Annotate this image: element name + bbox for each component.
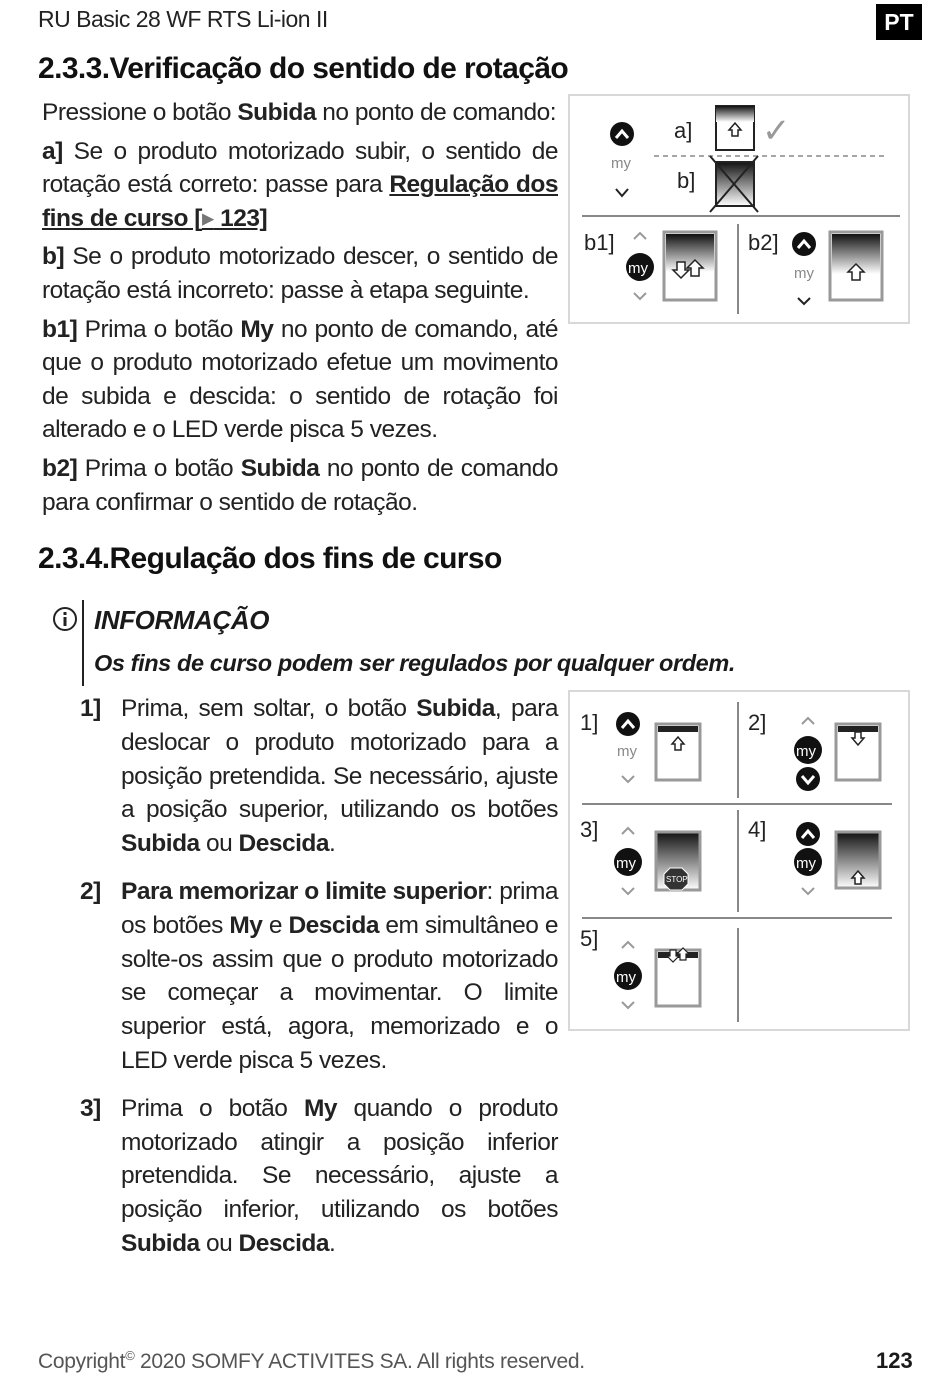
paragraph-a: a] Se o produto motorizado subir, o sentido de rotação está correto: passe para Regulação dos fins de curso [▸ 123] [42, 137, 558, 232]
link-regulacao[interactable]: Regulação dos fins de curso [▸ 123] [42, 171, 558, 232]
remote-up-icon [622, 828, 634, 834]
shutter-updown-icon [656, 948, 700, 1006]
label-b: b] [677, 168, 696, 193]
remote-down-icon [634, 293, 646, 299]
remote-up-pressed-icon [610, 122, 634, 146]
page-arrow-icon: ▸ [201, 204, 214, 232]
step-label-3: 3] [580, 817, 599, 842]
check-icon: ✓ [762, 112, 791, 150]
remote-up-icon [634, 233, 646, 239]
svg-text:my: my [796, 743, 816, 760]
info-title: INFORMAÇÃO [94, 605, 270, 635]
svg-text:my: my [616, 969, 636, 986]
step-label-5: 5] [580, 926, 599, 951]
document-header-title: RU Basic 28 WF RTS Li-ion II [38, 6, 328, 32]
section-rotation-text [42, 96, 558, 524]
section-heading-rotation: 2.3.3.Verificação do sentido de rotação [38, 52, 569, 85]
paragraph-intro: Pressione o botão Subida no ponto de comando: [42, 99, 557, 126]
shutter-down-crossed-icon [710, 156, 758, 212]
footer-copyright: Copyright© 2020 SOMFY ACTIVITES SA. All rights reserved. [38, 1348, 585, 1373]
my-label: my [617, 743, 637, 760]
remote-up-pressed-icon [792, 232, 816, 256]
my-label: my [611, 155, 631, 172]
section-heading-limits: 2.3.4.Regulação dos fins de curso [38, 542, 502, 575]
svg-text:my: my [616, 855, 636, 872]
step-label-1: 1] [580, 710, 599, 735]
remote-down-pressed-icon [796, 767, 820, 791]
shutter-up-icon [656, 724, 700, 780]
figure-rotation-check [568, 94, 910, 324]
remote-up-pressed-icon [616, 712, 640, 736]
remote-down-icon [616, 189, 628, 196]
remote-down-icon [802, 888, 814, 894]
label-b2: b2] [748, 230, 779, 255]
remote-down-icon [798, 298, 810, 304]
info-icon [52, 605, 78, 633]
paragraph-b2: b2] Prima o botão Subida no ponto de comando para confirmar o sentido de rotação. [42, 454, 559, 516]
my-button-pressed-icon [626, 253, 654, 281]
my-label: my [794, 265, 814, 282]
info-text: Os fins de curso podem ser regulados por qualquer ordem. [94, 650, 735, 676]
remote-down-icon [622, 1002, 634, 1008]
info-bar [82, 600, 84, 686]
shutter-updown-icon [664, 232, 716, 300]
step-label-2: 2] [748, 710, 767, 735]
remote-down-icon [622, 776, 634, 782]
language-badge: PT [876, 4, 922, 40]
shutter-down-icon [836, 724, 880, 780]
shutter-up-icon [836, 832, 880, 888]
list-item: 3] Prima o botão My quando o produto motorizado atingir a posição inferior pretendida. Se necessário, ajuste a posição inferior, utilizando os botões Subida ou Descida. [80, 1094, 558, 1257]
svg-text:my: my [796, 855, 816, 872]
shutter-up-icon [716, 106, 754, 150]
my-button-pressed-icon [794, 736, 822, 764]
remote-down-icon [622, 888, 634, 894]
figure-limits [568, 690, 910, 1031]
my-button-pressed-icon [614, 962, 642, 990]
step-label-4: 4] [748, 817, 767, 842]
label-b1: b1] [584, 230, 615, 255]
label-a: a] [674, 118, 693, 143]
svg-text:my: my [628, 260, 648, 277]
list-item: 2] Para memorizar o limite superior: prima os botões My e Descida em simultâneo e solte-os assim que o produto motorizado se começar a movimentar. O limite superior está, agora, memorizado e o LED verde pisca 5 vezes. [80, 877, 558, 1074]
remote-up-pressed-icon [796, 822, 820, 846]
svg-text:STOP: STOP [666, 875, 688, 884]
limits-steps [80, 692, 558, 1275]
paragraph-b1: b1] Prima o botão My no ponto de comando, até que o produto motorizado efetue um movimento de subida e descida: o sentido de rotação foi alterado e o LED verde pisca 5 vezes. [42, 315, 559, 444]
paragraph-b: b] Se o produto motorizado descer, o sentido de rotação está incorreto: passe à etapa seguinte. [42, 243, 558, 304]
remote-up-icon [622, 942, 634, 948]
page-number: 123 [876, 1348, 913, 1373]
shutter-up-icon [830, 232, 882, 300]
list-item: 1] Prima, sem soltar, o botão Subida, para deslocar o produto motorizado para a posição pretendida. Se necessário, ajuste a posição superior, utilizando os botões Subida ou Descida. [80, 695, 559, 858]
my-button-pressed-icon [794, 848, 822, 876]
remote-up-icon [802, 718, 814, 724]
my-button-pressed-icon [614, 848, 642, 876]
shutter-stop-icon [656, 832, 700, 890]
